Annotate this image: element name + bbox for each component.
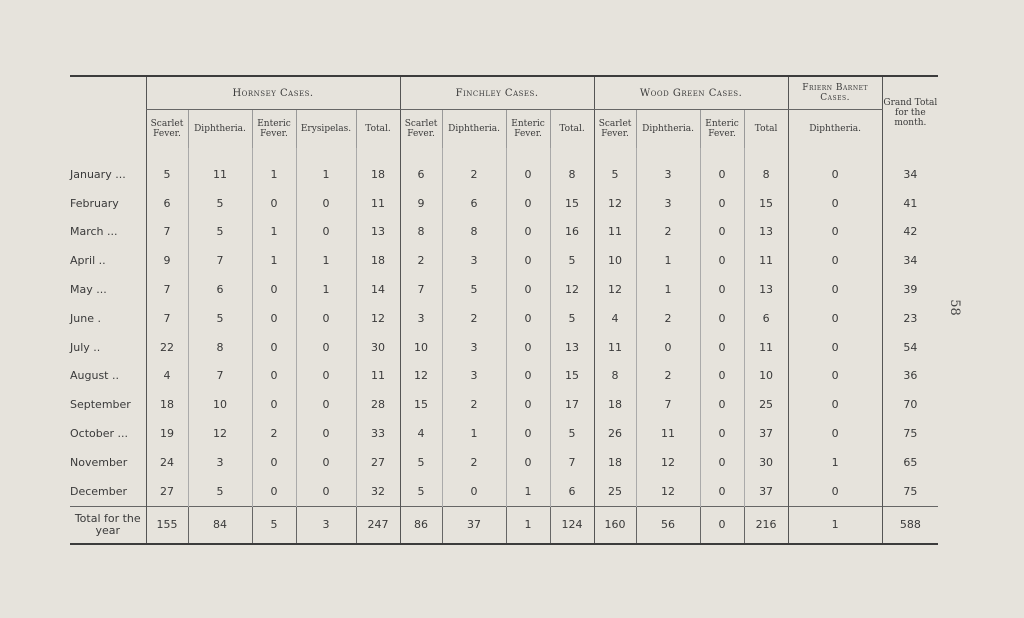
finchley-diphtheria-cell: 8 (442, 218, 506, 247)
wood-green-total-cell: 13 (744, 218, 788, 247)
wood-green-diphtheria-cell: 56 (636, 506, 700, 544)
finchley-diphtheria-cell: 2 (442, 448, 506, 477)
month-cell: February (70, 196, 119, 210)
finchley-total-cell: 5 (550, 419, 594, 448)
hornsey-enteric-cell: 0 (252, 189, 296, 218)
finchley-total-cell: 15 (550, 362, 594, 391)
page-number: 58 (946, 299, 962, 316)
wood-green-diphtheria-cell: 1 (636, 275, 700, 304)
finchley-scarlet-cell: 12 (400, 362, 442, 391)
grand-total-cell: 54 (882, 333, 938, 362)
finchley-scarlet-cell: 8 (400, 218, 442, 247)
finchley-scarlet-cell: 10 (400, 333, 442, 362)
friern-barnet-diphtheria-cell: 0 (788, 246, 882, 275)
wood-green-scarlet-cell: 12 (594, 189, 636, 218)
table-row (70, 304, 938, 333)
finchley-total-cell: 6 (550, 477, 594, 506)
table-row (70, 148, 938, 189)
wood-green-scarlet-cell: 8 (594, 362, 636, 391)
wood-green-enteric-cell: 0 (700, 390, 744, 419)
grand-total-cell: 70 (882, 390, 938, 419)
hornsey-total-cell: 18 (356, 246, 400, 275)
hornsey-scarlet-cell: 155 (146, 506, 188, 544)
wood-green-total-cell: 11 (744, 246, 788, 275)
finchley-enteric-header: Enteric Fever. (506, 110, 550, 149)
month-cell: January ... (70, 167, 126, 181)
column-header-row (70, 110, 938, 149)
wood-green-enteric-cell: 0 (700, 448, 744, 477)
wood-green-diphtheria-cell: 1 (636, 246, 700, 275)
wood-green-scarlet-cell: 11 (594, 333, 636, 362)
hornsey-scarlet-cell: 24 (146, 448, 188, 477)
friern-barnet-diphtheria-cell: 1 (788, 506, 882, 544)
hornsey-diphtheria-cell: 10 (188, 390, 252, 419)
month-cell: May ... (70, 283, 107, 297)
wood-green-diphtheria-cell: 7 (636, 390, 700, 419)
finchley-scarlet-cell: 5 (400, 477, 442, 506)
hornsey-diphtheria-header: Diphtheria. (188, 110, 252, 149)
wood-green-enteric-cell: 0 (700, 477, 744, 506)
table-row (70, 419, 938, 448)
month-cell: Total for the year (70, 506, 146, 544)
finchley-enteric-cell: 1 (506, 506, 550, 544)
grand-total-cell: 65 (882, 448, 938, 477)
hornsey-total-cell: 32 (356, 477, 400, 506)
hornsey-total-cell: 27 (356, 448, 400, 477)
hornsey-scarlet-cell: 5 (146, 148, 188, 189)
grand-total-cell: 34 (882, 246, 938, 275)
table-row (70, 275, 938, 304)
finchley-enteric-cell: 0 (506, 148, 550, 189)
hornsey-enteric-cell: 0 (252, 477, 296, 506)
wood-green-diphtheria-cell: 2 (636, 304, 700, 333)
wood-green-diphtheria-cell: 2 (636, 218, 700, 247)
finchley-enteric-cell: 0 (506, 333, 550, 362)
finchley-scarlet-cell: 5 (400, 448, 442, 477)
hornsey-diphtheria-cell: 6 (188, 275, 252, 304)
hornsey-enteric-cell: 5 (252, 506, 296, 544)
grand-total-cell: 42 (882, 218, 938, 247)
hornsey-diphtheria-cell: 5 (188, 477, 252, 506)
hornsey-erysipelas-cell: 0 (296, 419, 356, 448)
wood-green-diphtheria-cell: 12 (636, 448, 700, 477)
friern-barnet-diphtheria-cell: 0 (788, 477, 882, 506)
wood-green-scarlet-cell: 26 (594, 419, 636, 448)
wood-green-enteric-cell: 0 (700, 419, 744, 448)
finchley-diphtheria-header: Diphtheria. (442, 110, 506, 149)
wood-green-total-cell: 216 (744, 506, 788, 544)
month-cell: October ... (70, 427, 129, 441)
hornsey-erysipelas-cell: 0 (296, 477, 356, 506)
wood-green-total-cell: 37 (744, 419, 788, 448)
grand-total-header: Grand Total for the month. (882, 76, 938, 148)
finchley-scarlet-cell: 6 (400, 148, 442, 189)
hornsey-total-cell: 11 (356, 189, 400, 218)
hornsey-erysipelas-cell: 0 (296, 304, 356, 333)
month-cell: August .. (70, 369, 119, 383)
finchley-total-cell: 13 (550, 333, 594, 362)
finchley-total-cell: 15 (550, 189, 594, 218)
grand-total-cell: 23 (882, 304, 938, 333)
wood-green-scarlet-header: Scarlet Fever. (594, 110, 636, 149)
friern-barnet-diphtheria-cell: 0 (788, 390, 882, 419)
finchley-enteric-cell: 0 (506, 448, 550, 477)
finchley-scarlet-cell: 7 (400, 275, 442, 304)
hornsey-header: Hornsey Cases. (146, 76, 400, 110)
wood-green-enteric-cell: 0 (700, 275, 744, 304)
hornsey-total-cell: 30 (356, 333, 400, 362)
hornsey-enteric-cell: 1 (252, 148, 296, 189)
hornsey-scarlet-cell: 7 (146, 275, 188, 304)
finchley-diphtheria-cell: 0 (442, 477, 506, 506)
wood-green-diphtheria-cell: 0 (636, 333, 700, 362)
table-row (70, 448, 938, 477)
finchley-enteric-cell: 0 (506, 304, 550, 333)
hornsey-enteric-cell: 1 (252, 218, 296, 247)
month-cell: November (70, 455, 128, 469)
hornsey-erysipelas-cell: 0 (296, 390, 356, 419)
wood-green-total-cell: 8 (744, 148, 788, 189)
hornsey-diphtheria-cell: 84 (188, 506, 252, 544)
hornsey-total-cell: 12 (356, 304, 400, 333)
finchley-diphtheria-cell: 3 (442, 333, 506, 362)
table-row (70, 333, 938, 362)
grand-total-cell: 588 (882, 506, 938, 544)
month-cell: July .. (70, 340, 101, 354)
hornsey-scarlet-cell: 18 (146, 390, 188, 419)
hornsey-scarlet-cell: 7 (146, 218, 188, 247)
hornsey-enteric-cell: 0 (252, 304, 296, 333)
finchley-diphtheria-cell: 6 (442, 189, 506, 218)
finchley-total-cell: 8 (550, 148, 594, 189)
grand-total-cell: 75 (882, 477, 938, 506)
table-row (70, 477, 938, 506)
hornsey-total-header: Total. (356, 110, 400, 149)
table-body (70, 148, 938, 544)
hornsey-scarlet-cell: 9 (146, 246, 188, 275)
finchley-diphtheria-cell: 3 (442, 246, 506, 275)
finchley-total-cell: 12 (550, 275, 594, 304)
hornsey-total-cell: 28 (356, 390, 400, 419)
wood-green-diphtheria-cell: 11 (636, 419, 700, 448)
finchley-total-cell: 124 (550, 506, 594, 544)
table-row (70, 506, 938, 544)
hornsey-enteric-cell: 2 (252, 419, 296, 448)
grand-total-cell: 41 (882, 189, 938, 218)
wood-green-diphtheria-cell: 12 (636, 477, 700, 506)
month-header (70, 110, 146, 149)
finchley-diphtheria-cell: 2 (442, 304, 506, 333)
hornsey-erysipelas-cell: 0 (296, 189, 356, 218)
wood-green-enteric-cell: 0 (700, 189, 744, 218)
table-row (70, 218, 938, 247)
wood-green-total-cell: 15 (744, 189, 788, 218)
grand-total-cell: 34 (882, 148, 938, 189)
friern-barnet-diphtheria-cell: 0 (788, 189, 882, 218)
friern-barnet-diphtheria-header: Diphtheria. (788, 110, 882, 149)
cases-table (70, 75, 938, 545)
hornsey-scarlet-cell: 27 (146, 477, 188, 506)
hornsey-erysipelas-header: Erysipelas. (296, 110, 356, 149)
finchley-diphtheria-cell: 2 (442, 390, 506, 419)
wood-green-enteric-header: Enteric Fever. (700, 110, 744, 149)
wood-green-enteric-cell: 0 (700, 362, 744, 391)
wood-green-diphtheria-cell: 2 (636, 362, 700, 391)
wood-green-total-cell: 6 (744, 304, 788, 333)
corner-cell (70, 76, 146, 110)
wood-green-total-cell: 11 (744, 333, 788, 362)
wood-green-enteric-cell: 0 (700, 246, 744, 275)
finchley-scarlet-cell: 86 (400, 506, 442, 544)
hornsey-scarlet-cell: 19 (146, 419, 188, 448)
wood-green-diphtheria-cell: 3 (636, 148, 700, 189)
wood-green-scarlet-cell: 160 (594, 506, 636, 544)
finchley-enteric-cell: 0 (506, 246, 550, 275)
finchley-scarlet-cell: 9 (400, 189, 442, 218)
wood-green-enteric-cell: 0 (700, 218, 744, 247)
friern-barnet-diphtheria-cell: 0 (788, 419, 882, 448)
table-row (70, 246, 938, 275)
finchley-enteric-cell: 0 (506, 218, 550, 247)
wood-green-enteric-cell: 0 (700, 148, 744, 189)
friern-barnet-diphtheria-cell: 0 (788, 275, 882, 304)
hornsey-scarlet-cell: 6 (146, 189, 188, 218)
wood-green-scarlet-cell: 10 (594, 246, 636, 275)
friern-barnet-diphtheria-cell: 0 (788, 333, 882, 362)
finchley-scarlet-cell: 3 (400, 304, 442, 333)
wood-green-scarlet-cell: 4 (594, 304, 636, 333)
finchley-scarlet-header: Scarlet Fever. (400, 110, 442, 149)
hornsey-enteric-cell: 0 (252, 362, 296, 391)
wood-green-total-cell: 10 (744, 362, 788, 391)
month-cell: September (70, 398, 131, 412)
finchley-enteric-cell: 0 (506, 390, 550, 419)
wood-green-enteric-cell: 0 (700, 506, 744, 544)
hornsey-diphtheria-cell: 3 (188, 448, 252, 477)
finchley-diphtheria-cell: 3 (442, 362, 506, 391)
hornsey-total-cell: 13 (356, 218, 400, 247)
wood-green-total-cell: 13 (744, 275, 788, 304)
hornsey-total-cell: 18 (356, 148, 400, 189)
hornsey-diphtheria-cell: 11 (188, 148, 252, 189)
hornsey-diphtheria-cell: 5 (188, 218, 252, 247)
finchley-diphtheria-cell: 5 (442, 275, 506, 304)
finchley-enteric-cell: 0 (506, 362, 550, 391)
finchley-total-cell: 17 (550, 390, 594, 419)
hornsey-diphtheria-cell: 7 (188, 246, 252, 275)
hornsey-diphtheria-cell: 5 (188, 304, 252, 333)
finchley-total-cell: 16 (550, 218, 594, 247)
friern-barnet-header: Friern Barnet Cases. (788, 76, 882, 110)
hornsey-diphtheria-cell: 12 (188, 419, 252, 448)
hornsey-enteric-header: Enteric Fever. (252, 110, 296, 149)
table-row (70, 189, 938, 218)
hornsey-enteric-cell: 0 (252, 390, 296, 419)
finchley-diphtheria-cell: 1 (442, 419, 506, 448)
hornsey-scarlet-cell: 4 (146, 362, 188, 391)
finchley-scarlet-cell: 15 (400, 390, 442, 419)
grand-total-cell: 36 (882, 362, 938, 391)
grand-total-cell: 39 (882, 275, 938, 304)
friern-barnet-diphtheria-cell: 0 (788, 304, 882, 333)
hornsey-enteric-cell: 0 (252, 333, 296, 362)
month-cell: March ... (70, 225, 118, 239)
wood-green-scarlet-cell: 12 (594, 275, 636, 304)
finchley-total-cell: 5 (550, 246, 594, 275)
hornsey-erysipelas-cell: 0 (296, 362, 356, 391)
finchley-enteric-cell: 1 (506, 477, 550, 506)
hornsey-total-cell: 14 (356, 275, 400, 304)
wood-green-total-cell: 37 (744, 477, 788, 506)
friern-barnet-diphtheria-cell: 0 (788, 218, 882, 247)
hornsey-enteric-cell: 0 (252, 448, 296, 477)
wood-green-enteric-cell: 0 (700, 304, 744, 333)
month-cell: June . (70, 311, 101, 325)
friern-barnet-diphtheria-cell: 0 (788, 362, 882, 391)
wood-green-header: Wood Green Cases. (594, 76, 788, 110)
wood-green-total-cell: 25 (744, 390, 788, 419)
finchley-diphtheria-cell: 2 (442, 148, 506, 189)
wood-green-total-cell: 30 (744, 448, 788, 477)
wood-green-enteric-cell: 0 (700, 333, 744, 362)
wood-green-scarlet-cell: 25 (594, 477, 636, 506)
hornsey-scarlet-cell: 22 (146, 333, 188, 362)
hornsey-erysipelas-cell: 0 (296, 333, 356, 362)
wood-green-total-header: Total (744, 110, 788, 149)
wood-green-scarlet-cell: 5 (594, 148, 636, 189)
table-row (70, 390, 938, 419)
finchley-total-cell: 7 (550, 448, 594, 477)
friern-barnet-diphtheria-cell: 1 (788, 448, 882, 477)
friern-barnet-diphtheria-cell: 0 (788, 148, 882, 189)
hornsey-diphtheria-cell: 7 (188, 362, 252, 391)
hornsey-erysipelas-cell: 1 (296, 275, 356, 304)
hornsey-diphtheria-cell: 8 (188, 333, 252, 362)
finchley-enteric-cell: 0 (506, 189, 550, 218)
month-cell: April .. (70, 254, 106, 268)
hornsey-erysipelas-cell: 0 (296, 448, 356, 477)
hornsey-enteric-cell: 1 (252, 246, 296, 275)
table-row (70, 362, 938, 391)
finchley-total-cell: 5 (550, 304, 594, 333)
finchley-header: Finchley Cases. (400, 76, 594, 110)
finchley-scarlet-cell: 2 (400, 246, 442, 275)
hornsey-enteric-cell: 0 (252, 275, 296, 304)
month-cell: December (70, 484, 128, 498)
wood-green-scarlet-cell: 18 (594, 390, 636, 419)
finchley-diphtheria-cell: 37 (442, 506, 506, 544)
finchley-total-header: Total. (550, 110, 594, 149)
hornsey-scarlet-cell: 7 (146, 304, 188, 333)
hornsey-diphtheria-cell: 5 (188, 189, 252, 218)
wood-green-scarlet-cell: 11 (594, 218, 636, 247)
hornsey-erysipelas-cell: 3 (296, 506, 356, 544)
grand-total-cell: 75 (882, 419, 938, 448)
finchley-enteric-cell: 0 (506, 275, 550, 304)
hornsey-erysipelas-cell: 0 (296, 218, 356, 247)
hornsey-total-cell: 11 (356, 362, 400, 391)
group-header-row (70, 76, 938, 110)
hornsey-erysipelas-cell: 1 (296, 148, 356, 189)
finchley-scarlet-cell: 4 (400, 419, 442, 448)
hornsey-erysipelas-cell: 1 (296, 246, 356, 275)
wood-green-diphtheria-cell: 3 (636, 189, 700, 218)
finchley-enteric-cell: 0 (506, 419, 550, 448)
hornsey-total-cell: 247 (356, 506, 400, 544)
wood-green-diphtheria-header: Diphtheria. (636, 110, 700, 149)
hornsey-total-cell: 33 (356, 419, 400, 448)
hornsey-scarlet-header: Scarlet Fever. (146, 110, 188, 149)
wood-green-scarlet-cell: 18 (594, 448, 636, 477)
